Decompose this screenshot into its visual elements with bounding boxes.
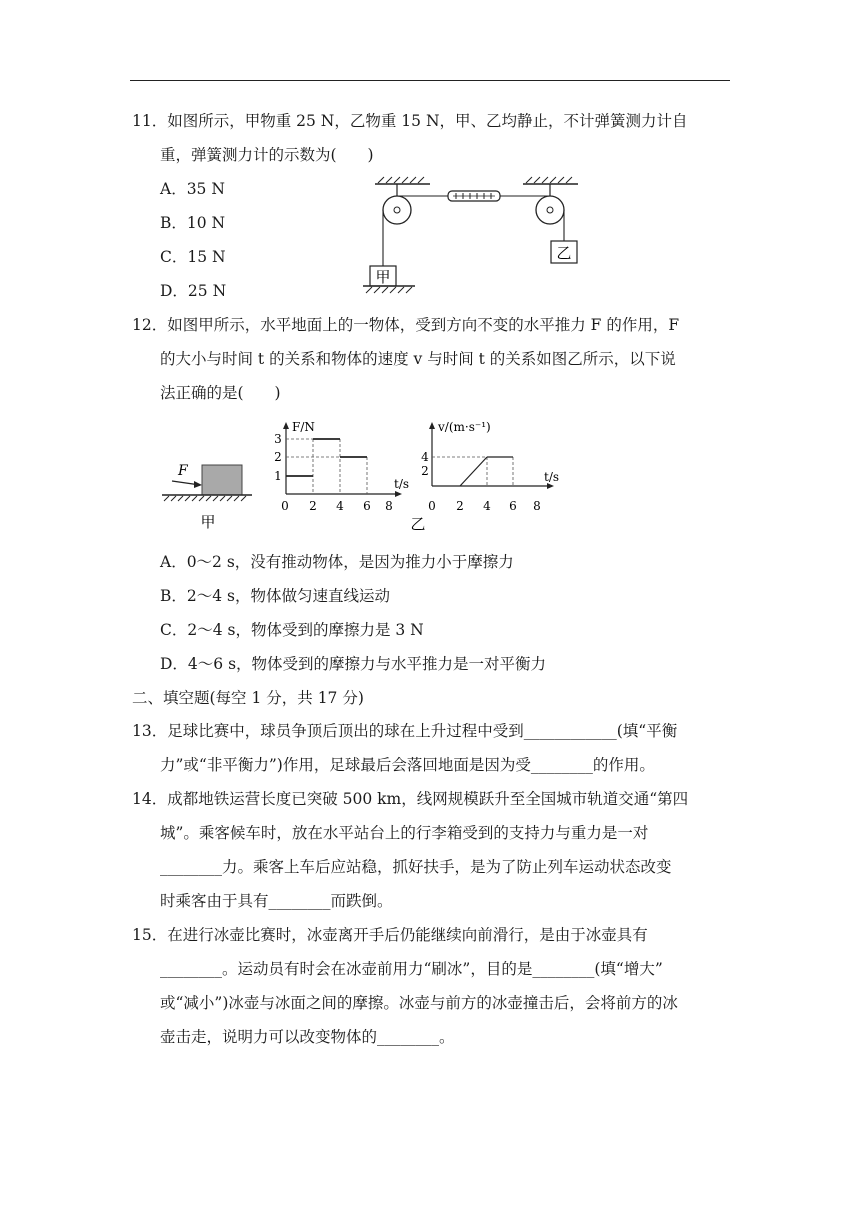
- q11-line-1: 11．如图所示，甲物重 25 N，乙物重 15 N，甲、乙均静止，不计弹簧测力计自: [132, 112, 688, 130]
- q12-line-3: 法正确的是( ): [160, 384, 281, 402]
- q11-option-b: B．10 N: [160, 214, 226, 232]
- q15-line-3: 或“减小”)冰壶与冰面之间的摩擦。冰壶与前方的冰壶撞击后，会将前方的冰: [160, 994, 678, 1012]
- graph2-ylabel: v/(m·s⁻¹): [438, 420, 491, 434]
- graph1-ytick-3: 3: [274, 432, 282, 446]
- q14-line-1: 14．成都地铁运营长度已突破 500 km，线网规模跃升至全国城市轨道交通“第四: [132, 790, 689, 808]
- q12-option-a: A．0～2 s，没有推动物体，是因为推力小于摩擦力: [160, 553, 514, 571]
- q15-line-4: 壶击走，说明力可以改变物体的________。: [160, 1028, 455, 1046]
- graph2-ytick-4: 4: [421, 450, 429, 464]
- q11-option-a: A．35 N: [160, 180, 225, 198]
- q12-option-b: B．2～4 s，物体做匀速直线运动: [160, 587, 390, 605]
- q12-line-1: 12．如图甲所示，水平地面上的一物体，受到方向不变的水平推力 F 的作用，F: [132, 316, 680, 334]
- graph2-xtick-4: 4: [483, 499, 491, 513]
- q13-line-2: 力”或“非平衡力”)作用，足球最后会落回地面是因为受________的作用。: [160, 756, 655, 774]
- graph1-xlabel: t/s: [394, 477, 410, 491]
- caption-yi: 乙: [410, 515, 426, 533]
- graph2-xtick-8: 8: [533, 499, 541, 513]
- graph1-xtick-8: 8: [385, 499, 393, 513]
- q15-line-1: 15．在进行冰壶比赛时，冰壶离开手后仍能继续向前滑行，是由于冰壶具有: [132, 926, 648, 944]
- q12-line-2: 的大小与时间 t 的关系和物体的速度 v 与时间 t 的关系如图乙所示，以下说: [160, 350, 676, 368]
- block-push-figure: [150, 455, 260, 535]
- q13-line-1: 13．足球比赛中，球员争顶后顶出的球在上升过程中受到____________(填“平衡: [132, 722, 678, 740]
- q12-option-d: D．4～6 s，物体受到的摩擦力与水平推力是一对平衡力: [160, 655, 547, 673]
- jia-box-label: 甲: [375, 268, 391, 286]
- q12-option-c: C．2～4 s，物体受到的摩擦力是 3 N: [160, 621, 424, 639]
- q15-line-2: ________。运动员有时会在冰壶前用力“刷冰”，目的是________(填“增大”: [160, 960, 663, 978]
- yi-box-label: 乙: [556, 244, 572, 262]
- graph2-xtick-6: 6: [509, 499, 517, 513]
- graph1-ytick-2: 2: [274, 450, 282, 464]
- graph2-xtick-0: 0: [428, 499, 436, 513]
- graph2-xlabel: t/s: [544, 470, 560, 484]
- graph1-xtick-4: 4: [336, 499, 344, 513]
- graph2-ytick-2: 2: [421, 464, 429, 478]
- q14-line-3: ________力。乘客上车后应站稳，抓好扶手，是为了防止列车运动状态改变: [160, 858, 672, 876]
- graph1-xtick-2: 2: [309, 499, 317, 513]
- q14-line-4: 时乘客由于具有________而跌倒。: [160, 892, 393, 910]
- section-heading: 二、填空题(每空 1 分，共 17 分): [132, 689, 364, 707]
- pulley-spring-figure: [360, 175, 585, 295]
- caption-jia: 甲: [200, 513, 216, 531]
- graph1-ylabel: F/N: [292, 420, 315, 434]
- header-rule: [130, 80, 730, 81]
- q11-option-c: C．15 N: [160, 248, 226, 266]
- graph1-xtick-0: 0: [281, 499, 289, 513]
- graph1-xtick-6: 6: [363, 499, 371, 513]
- q11-line-2: 重，弹簧测力计的示数为( ): [160, 146, 374, 164]
- force-label: F: [178, 463, 188, 479]
- q14-line-2: 城”。乘客候车时，放在水平站台上的行李箱受到的支持力与重力是一对: [160, 824, 649, 842]
- q11-option-d: D．25 N: [160, 282, 227, 300]
- force-velocity-graphs: [266, 415, 576, 535]
- graph1-ytick-1: 1: [274, 469, 282, 483]
- graph2-xtick-2: 2: [456, 499, 464, 513]
